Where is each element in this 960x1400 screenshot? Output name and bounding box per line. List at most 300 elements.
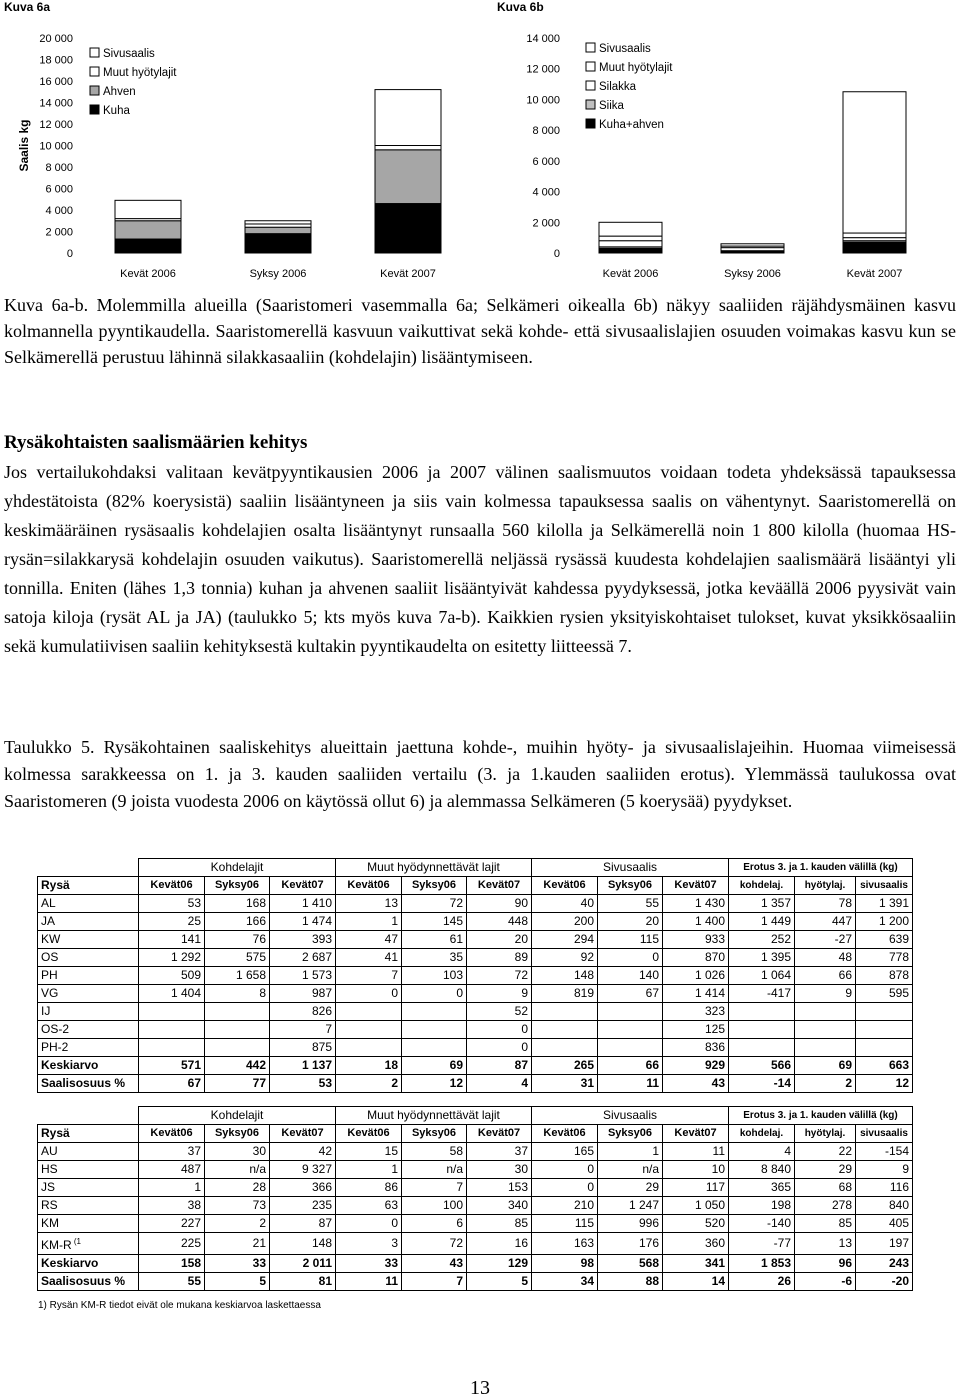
table-cell: 778 xyxy=(856,949,913,967)
table-cell: 43 xyxy=(663,1075,729,1093)
row-label: Keskiarvo xyxy=(38,1255,139,1273)
table-cell xyxy=(205,1039,270,1057)
body-paragraph: Jos vertailukohdaksi valitaan kevätpyyntikausien 2006 ja 2007 välinen saalismuutos voidaan todeta yhdeksässä tapauksessa yhdestätoista (82% koerysistä) saaliin lisääntyneen ja siis vain kolmessa tapauksessa saalis on vähentynyt. Saaristomerellä on keskimääräinen rysäsaalis kohdelajien osalta lisääntynyt runsaalla 560 kilolla ja Selkämerellä noin 1 800 kilolla (huomaa HS-rysän=silakkarysä kohdelajin osuuden vaikutus). Saaristomerellä neljässä rysässä kuudesta kohdelajien saalismäärä lisääntyi yli tonnilla. Eniten (lähes 1,3 tonnia) kuhan ja ahvenen saaliit lisääntyivät kahdessa pyydyksessä, jotka keväällä 2006 pyysivät vain satoja kiloja (rysät AL ja JA) (taulukko 5; kts myös kuva 7a-b). Kaikkien rysien yksityiskohtaiset tulokset, kuvat yksikkösaaliin sekä kumulatiivisen saaliin kehityksestä kultakin pyyntikaudelta on esitetty liitteessä 7. xyxy=(4,462,956,656)
table-cell xyxy=(532,1039,598,1057)
table-cell: 2 687 xyxy=(270,949,336,967)
table-row xyxy=(38,1179,913,1197)
table-cell: 33 xyxy=(205,1255,270,1273)
table-cell: 72 xyxy=(467,967,532,985)
table-cell: 520 xyxy=(663,1215,729,1233)
table-cell: 96 xyxy=(795,1255,856,1273)
column-header: Kevät06 xyxy=(336,1125,402,1143)
row-label: JA xyxy=(38,913,139,931)
table-cell: 29 xyxy=(598,1179,663,1197)
table-cell: 166 xyxy=(205,913,270,931)
row-label: PH-2 xyxy=(38,1039,139,1057)
row-label: KM-R $^{(1}$ xyxy=(38,1233,139,1255)
table-cell: 0 xyxy=(467,1021,532,1039)
table-cell: 176 xyxy=(598,1233,663,1255)
table-cell: 1 573 xyxy=(270,967,336,985)
table-row xyxy=(38,1197,913,1215)
table-cell: 4 xyxy=(729,1143,795,1161)
table-cell: 1 449 xyxy=(729,913,795,931)
bar-segment-ahven xyxy=(245,227,311,233)
table-cell: 145 xyxy=(402,913,467,931)
y-tick-label: 16 000 xyxy=(39,76,73,88)
table-cell xyxy=(139,1003,205,1021)
legend-swatch-muut-hy-tylajit xyxy=(90,67,99,76)
row-label: KW xyxy=(38,931,139,949)
table-cell: 1 064 xyxy=(729,967,795,985)
table-cell xyxy=(856,1003,913,1021)
table-cell: 265 xyxy=(532,1057,598,1075)
table-cell: 9 xyxy=(856,1161,913,1179)
table-cell: 18 xyxy=(336,1057,402,1075)
table-cell: 9 xyxy=(795,985,856,1003)
table-cell: 365 xyxy=(729,1179,795,1197)
table-cell: 393 xyxy=(270,931,336,949)
table-cell: 1 400 xyxy=(663,913,729,931)
table-cell: 31 xyxy=(532,1075,598,1093)
table-cell: 1 xyxy=(598,1143,663,1161)
column-header: kohdelaj. xyxy=(729,877,795,895)
table-cell: 8 840 xyxy=(729,1161,795,1179)
table-row xyxy=(38,1143,913,1161)
legend-swatch-siika xyxy=(586,100,595,109)
table-cell xyxy=(402,1003,467,1021)
table-cell: 568 xyxy=(598,1255,663,1273)
x-tick-label: Syksy 2006 xyxy=(724,268,781,280)
y-tick-label: 10 000 xyxy=(526,94,560,107)
y-tick-label: 8 000 xyxy=(532,125,560,138)
table-cell: 48 xyxy=(795,949,856,967)
table-cell: 20 xyxy=(467,931,532,949)
row-label: AU xyxy=(38,1143,139,1161)
table-cell: 68 xyxy=(795,1179,856,1197)
legend-swatch-ahven xyxy=(90,86,99,95)
table-cell: 227 xyxy=(139,1215,205,1233)
table-cell: 235 xyxy=(270,1197,336,1215)
table-saaristomeri xyxy=(37,858,913,1093)
summary-row xyxy=(38,1057,913,1075)
row-label: AL xyxy=(38,895,139,913)
table-cell: 129 xyxy=(467,1255,532,1273)
table-cell: 30 xyxy=(205,1143,270,1161)
x-tick-label: Kevät 2006 xyxy=(602,268,659,280)
group-header: Muut hyödynnettävät lajit xyxy=(336,859,532,877)
table-cell: 1 200 xyxy=(856,913,913,931)
table-cell: 2 011 xyxy=(270,1255,336,1273)
table-cell: 3 xyxy=(336,1233,402,1255)
legend-entry: Ahven xyxy=(103,86,136,98)
bar-segment-silakka xyxy=(599,241,662,247)
table-cell: 366 xyxy=(270,1179,336,1197)
y-tick-label: 14 000 xyxy=(39,97,73,110)
table-cell: 996 xyxy=(598,1215,663,1233)
group-header: Sivusaalis xyxy=(532,859,729,877)
table-cell: 73 xyxy=(205,1197,270,1215)
group-header: Erotus 3. ja 1. kauden välillä (kg) xyxy=(729,859,913,877)
table-cell: 663 xyxy=(856,1057,913,1075)
table-cell xyxy=(598,1003,663,1021)
table-cell: 639 xyxy=(856,931,913,949)
table-cell: 10 xyxy=(663,1161,729,1179)
x-tick-label: Kevät 2006 xyxy=(120,268,176,280)
y-tick-label: 18 000 xyxy=(39,54,73,67)
table-cell xyxy=(336,1003,402,1021)
table-cell: 25 xyxy=(139,913,205,931)
table-cell: 294 xyxy=(532,931,598,949)
table-cell: 2 xyxy=(795,1075,856,1093)
table-cell: 53 xyxy=(139,895,205,913)
bar-segment-ahven xyxy=(115,221,181,239)
bar-segment-kuha xyxy=(245,234,311,253)
table-cell: 1 853 xyxy=(729,1255,795,1273)
table-cell: 225 xyxy=(139,1233,205,1255)
column-header: sivusaalis xyxy=(856,877,913,895)
table-cell xyxy=(729,1021,795,1039)
table-footnote: 1) Rysän KM-R tiedot eivät ole mukana keskiarvoa laskettaessa xyxy=(38,1300,321,1311)
table-cell: 9 327 xyxy=(270,1161,336,1179)
table-cell: 72 xyxy=(402,1233,467,1255)
page-number: 13 xyxy=(470,1377,490,1399)
table-cell xyxy=(336,1039,402,1057)
table-cell: 115 xyxy=(598,931,663,949)
column-header: hyötylaj. xyxy=(795,877,856,895)
row-label: VG xyxy=(38,985,139,1003)
table-cell: 200 xyxy=(532,913,598,931)
column-header: Kevät07 xyxy=(663,1125,729,1143)
table-cell: 12 xyxy=(402,1075,467,1093)
table-cell: 1 292 xyxy=(139,949,205,967)
table-cell: 987 xyxy=(270,985,336,1003)
table-cell: 8 xyxy=(205,985,270,1003)
table-cell: 72 xyxy=(402,895,467,913)
bar-segment-sivusaalis xyxy=(721,244,784,246)
table-cell: 40 xyxy=(532,895,598,913)
table-cell: 875 xyxy=(270,1039,336,1057)
table-cell xyxy=(795,1003,856,1021)
legend-swatch-muut-hy-tylajit xyxy=(586,62,595,71)
table-cell: 35 xyxy=(402,949,467,967)
table-cell: 67 xyxy=(598,985,663,1003)
table-cell: 323 xyxy=(663,1003,729,1021)
y-tick-label: 20 000 xyxy=(39,33,73,45)
table-row xyxy=(38,985,913,1003)
chart-6a xyxy=(0,0,480,290)
table-cell: 1 xyxy=(336,913,402,931)
table-cell: 66 xyxy=(795,967,856,985)
table-cell: 840 xyxy=(856,1197,913,1215)
table-cell: 98 xyxy=(532,1255,598,1273)
column-header: Kevät07 xyxy=(467,877,532,895)
x-tick-label: Syksy 2006 xyxy=(249,268,307,280)
column-header: Syksy06 xyxy=(402,1125,467,1143)
footnote-marker: (1 xyxy=(71,1237,82,1246)
column-header: Rysä xyxy=(38,877,139,895)
column-header: Kevät06 xyxy=(139,877,205,895)
figure-caption: Kuva 6a-b. Molemmilla alueilla (Saaristomeri vasemmalla 6a; Selkämeri oikealla 6b) näkyy saaliiden räjähdysmäinen kasvu kolmannella pyyntikaudella. Saaristomerellä kasvuun vaikuttivat sekä kohde- että sivusaalislajien osuuden voimakas kasvu kun se Selkämerellä perustuu lähinnä silakkasaaliin (kohdelajin) lisääntymiseen. xyxy=(4,295,956,367)
table-cell: 210 xyxy=(532,1197,598,1215)
legend-swatch-kuha-ahven xyxy=(586,119,595,128)
legend-entry: Kuha xyxy=(103,105,130,117)
y-tick-label: 14 000 xyxy=(526,33,560,45)
table-cell xyxy=(795,1021,856,1039)
table-row xyxy=(38,913,913,931)
group-header: Kohdelajit xyxy=(139,859,336,877)
group-header: Sivusaalis xyxy=(532,1107,729,1125)
column-header: Kevät07 xyxy=(467,1125,532,1143)
table-cell: 0 xyxy=(336,1215,402,1233)
table-cell: 69 xyxy=(795,1057,856,1075)
table-corner xyxy=(38,859,139,877)
y-tick-label: 4 000 xyxy=(532,186,560,199)
table-cell: 1 xyxy=(139,1179,205,1197)
table-cell: 85 xyxy=(467,1215,532,1233)
table-cell: 38 xyxy=(139,1197,205,1215)
table-cell: 81 xyxy=(270,1273,336,1291)
bar-segment-sivusaalis xyxy=(599,222,662,236)
table-cell: 30 xyxy=(467,1161,532,1179)
group-header: Erotus 3. ja 1. kauden välillä (kg) xyxy=(729,1107,913,1125)
table-cell: 1 414 xyxy=(663,985,729,1003)
table-cell: 1 xyxy=(336,1161,402,1179)
bar-segment-kuha xyxy=(375,204,441,253)
row-label: Saalisosuus % xyxy=(38,1273,139,1291)
y-tick-label: 2 000 xyxy=(532,217,560,230)
table-cell: 76 xyxy=(205,931,270,949)
table-cell xyxy=(598,1039,663,1057)
table-cell: 22 xyxy=(795,1143,856,1161)
table-cell: 85 xyxy=(795,1215,856,1233)
table-cell: 13 xyxy=(336,895,402,913)
table-row xyxy=(38,1215,913,1233)
table-cell: 88 xyxy=(598,1273,663,1291)
summary-row xyxy=(38,1255,913,1273)
y-tick-label: 0 xyxy=(66,248,73,260)
table-cell xyxy=(729,1039,795,1057)
row-label: KM xyxy=(38,1215,139,1233)
table-cell: 115 xyxy=(532,1215,598,1233)
section-heading: Rysäkohtaisten saalismäärien kehitys xyxy=(4,432,308,453)
bar-segment-ahven xyxy=(375,150,441,204)
table-cell: 448 xyxy=(467,913,532,931)
table-cell: 61 xyxy=(402,931,467,949)
table-cell: 63 xyxy=(336,1197,402,1215)
table-cell xyxy=(532,1021,598,1039)
column-header: Kevät07 xyxy=(270,1125,336,1143)
table-cell: 11 xyxy=(598,1075,663,1093)
table-cell: 20 xyxy=(598,913,663,931)
y-tick-label: 0 xyxy=(553,248,560,260)
column-header: Rysä xyxy=(38,1125,139,1143)
table-cell: 1 474 xyxy=(270,913,336,931)
table-cell: 405 xyxy=(856,1215,913,1233)
table-cell: 447 xyxy=(795,913,856,931)
table-cell xyxy=(205,1021,270,1039)
table-cell: 12 xyxy=(856,1075,913,1093)
table-cell: 0 xyxy=(467,1039,532,1057)
bar-segment-sivusaalis xyxy=(375,90,441,146)
bar-segment-kuha-ahven xyxy=(599,248,662,253)
column-header: Kevät06 xyxy=(139,1125,205,1143)
table-cell xyxy=(729,1003,795,1021)
table-cell: 67 xyxy=(139,1075,205,1093)
group-header: Kohdelajit xyxy=(139,1107,336,1125)
table-row xyxy=(38,1021,913,1039)
y-tick-label: 2 000 xyxy=(45,226,73,239)
table-cell: -20 xyxy=(856,1273,913,1291)
column-header: Syksy06 xyxy=(205,1125,270,1143)
y-tick-label: 10 000 xyxy=(39,140,73,153)
table-cell: 566 xyxy=(729,1057,795,1075)
table-cell: 141 xyxy=(139,931,205,949)
table-cell: 340 xyxy=(467,1197,532,1215)
table-cell: 819 xyxy=(532,985,598,1003)
table-cell: 140 xyxy=(598,967,663,985)
table-cell: 1 391 xyxy=(856,895,913,913)
table-cell: 243 xyxy=(856,1255,913,1273)
table-cell: 34 xyxy=(532,1273,598,1291)
row-label: PH xyxy=(38,967,139,985)
table-cell: 2 xyxy=(205,1215,270,1233)
summary-row xyxy=(38,1273,913,1291)
table-cell xyxy=(598,1021,663,1039)
table-cell: 0 xyxy=(402,985,467,1003)
table-row xyxy=(38,967,913,985)
bar-segment-sivusaalis xyxy=(245,221,311,224)
y-tick-label: 6 000 xyxy=(45,183,73,196)
figure-6a-label: Kuva 6a xyxy=(4,0,51,14)
column-header: Kevät06 xyxy=(532,1125,598,1143)
table-cell: 92 xyxy=(532,949,598,967)
table-corner xyxy=(38,1107,139,1125)
table-cell: -6 xyxy=(795,1273,856,1291)
table-cell: 1 050 xyxy=(663,1197,729,1215)
table-cell: 58 xyxy=(402,1143,467,1161)
table-cell: 13 xyxy=(795,1233,856,1255)
table-cell: 11 xyxy=(663,1143,729,1161)
legend-swatch-silakka xyxy=(586,81,595,90)
y-axis-label: Saalis kg xyxy=(17,119,31,172)
table-cell: 341 xyxy=(663,1255,729,1273)
table-cell: 66 xyxy=(598,1057,663,1075)
table-cell: 89 xyxy=(467,949,532,967)
column-header: Syksy06 xyxy=(205,877,270,895)
column-header: Kevät07 xyxy=(663,877,729,895)
chart-6b xyxy=(490,0,960,290)
table-cell: 929 xyxy=(663,1057,729,1075)
table-cell: 100 xyxy=(402,1197,467,1215)
table-cell: 0 xyxy=(532,1161,598,1179)
table-cell: -14 xyxy=(729,1075,795,1093)
table-cell: 165 xyxy=(532,1143,598,1161)
table-cell: 37 xyxy=(467,1143,532,1161)
table-row xyxy=(38,895,913,913)
table-cell: 86 xyxy=(336,1179,402,1197)
table-cell: 16 xyxy=(467,1233,532,1255)
table-row xyxy=(38,1233,913,1255)
legend-entry: Muut hyötylajit xyxy=(103,67,177,79)
table-cell: 1 026 xyxy=(663,967,729,985)
summary-row xyxy=(38,1075,913,1093)
table-row xyxy=(38,949,913,967)
table-cell: -77 xyxy=(729,1233,795,1255)
table-cell: 509 xyxy=(139,967,205,985)
table-cell: 21 xyxy=(205,1233,270,1255)
table-cell: 116 xyxy=(856,1179,913,1197)
table-cell: -27 xyxy=(795,931,856,949)
row-label: IJ xyxy=(38,1003,139,1021)
table-cell: 360 xyxy=(663,1233,729,1255)
table-cell: 1 357 xyxy=(729,895,795,913)
table-cell: 0 xyxy=(336,985,402,1003)
bar-segment-sivusaalis xyxy=(843,92,906,233)
bar-segment-muut-hy-tylajit xyxy=(599,236,662,241)
column-header: hyötylaj. xyxy=(795,1125,856,1143)
table-cell: 78 xyxy=(795,895,856,913)
bar-segment-kuha-ahven xyxy=(843,242,906,253)
table-cell: 1 404 xyxy=(139,985,205,1003)
column-header: Syksy06 xyxy=(598,877,663,895)
table-cell: 15 xyxy=(336,1143,402,1161)
table-cell: 53 xyxy=(270,1075,336,1093)
table-cell: 1 247 xyxy=(598,1197,663,1215)
table-cell: 870 xyxy=(663,949,729,967)
table-cell: 148 xyxy=(270,1233,336,1255)
bar-segment-kuha xyxy=(115,239,181,253)
table-cell: 442 xyxy=(205,1057,270,1075)
table-cell: 87 xyxy=(467,1057,532,1075)
x-tick-label: Kevät 2007 xyxy=(380,268,436,280)
table-cell: 7 xyxy=(270,1021,336,1039)
y-tick-label: 12 000 xyxy=(39,119,73,131)
table-cell: 153 xyxy=(467,1179,532,1197)
legend-entry: Siika xyxy=(599,100,624,112)
y-tick-label: 6 000 xyxy=(532,155,560,168)
column-header: Kevät06 xyxy=(532,877,598,895)
table-cell: 487 xyxy=(139,1161,205,1179)
table-cell: 69 xyxy=(402,1057,467,1075)
table-cell: 7 xyxy=(402,1179,467,1197)
table-cell: 148 xyxy=(532,967,598,985)
table-cell: 29 xyxy=(795,1161,856,1179)
legend-entry: Sivusaalis xyxy=(103,48,155,60)
table-cell: 125 xyxy=(663,1021,729,1039)
table-cell: 42 xyxy=(270,1143,336,1161)
row-label: RS xyxy=(38,1197,139,1215)
table-cell: 55 xyxy=(598,895,663,913)
table-column-header xyxy=(38,877,913,895)
table-cell xyxy=(139,1021,205,1039)
table-cell: 37 xyxy=(139,1143,205,1161)
x-tick-label: Kevät 2007 xyxy=(846,268,903,280)
table-cell xyxy=(402,1021,467,1039)
table-row xyxy=(38,1161,913,1179)
table-cell: 2 xyxy=(336,1075,402,1093)
table-cell: 4 xyxy=(467,1075,532,1093)
table-cell: n/a xyxy=(402,1161,467,1179)
table-cell: 117 xyxy=(663,1179,729,1197)
table-cell: 41 xyxy=(336,949,402,967)
table-cell: 1 658 xyxy=(205,967,270,985)
table-cell: 278 xyxy=(795,1197,856,1215)
column-header: Kevät06 xyxy=(336,877,402,895)
table-cell: n/a xyxy=(598,1161,663,1179)
row-label: Saalisosuus % xyxy=(38,1075,139,1093)
row-label: OS-2 xyxy=(38,1021,139,1039)
table-cell: 1 137 xyxy=(270,1057,336,1075)
